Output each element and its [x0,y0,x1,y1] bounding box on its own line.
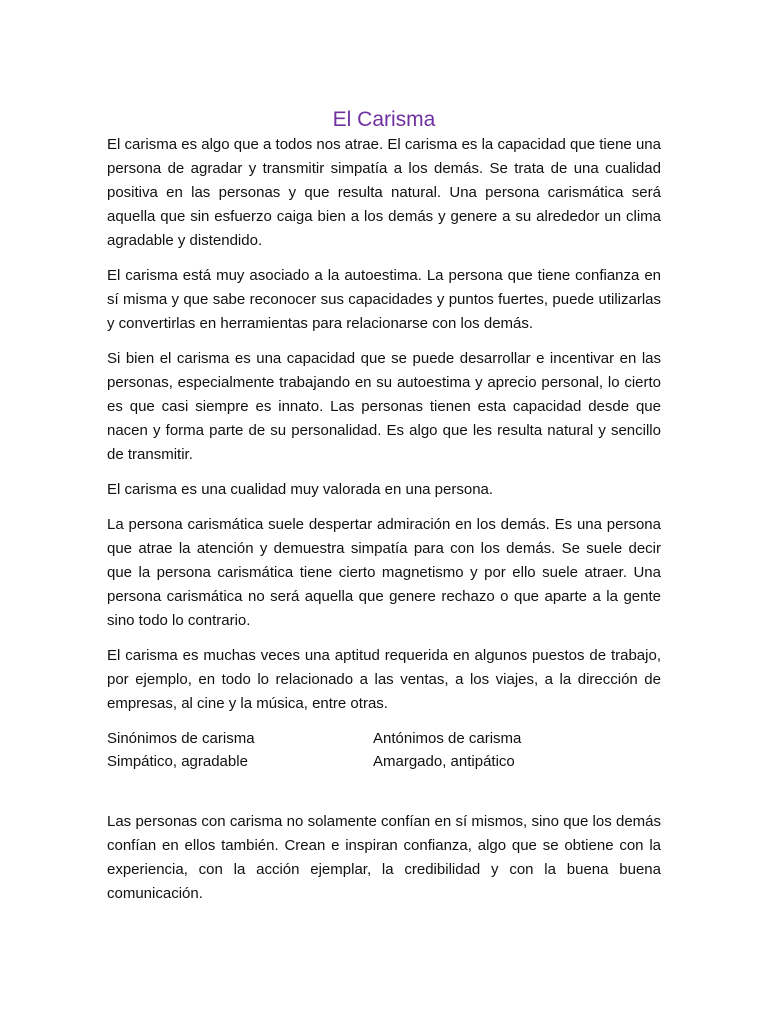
antonyms-header: Antónimos de carisma [373,730,522,747]
paragraph-autoestima: El carisma está muy asociado a la autoestima. La persona que tiene confianza en sí misma y que sabe reconocer sus capacidades y puntos fuertes, puede utilizarlas y convertirlas en herramientas para relacionarse con los demás. [107,267,661,332]
paragraph-admiracion: La persona carismática suele despertar admiración en los demás. Es una persona que atrae la atención y demuestra simpatía para con los demás. Se suele decir que la persona carismática tiene cierto magnetismo y por ello suele atraer. Una persona carismática no será aquella que genere rechazo o que aparte a la gente sino todo lo contrario. [107,516,661,629]
paragraph-confianza: Las personas con carisma no solamente confían en sí mismos, sino que los demás confían en ellos también. Crean e inspiran confianza, algo que se obtiene con la experiencia, con la acción ejemplar, la credibilidad y con la buena buena comunicación. [107,813,661,902]
synonyms-antonyms-table [107,727,661,773]
paragraph-aptitud: El carisma es muchas veces una aptitud requerida en algunos puestos de trabajo, por ejemplo, en todo lo relacionado a las ventas, a los viajes, a la dirección de empresas, al cine y la música, entre otras. [107,647,661,712]
document-title: El Carisma [332,108,436,132]
paragraph-innato: Si bien el carisma es una capacidad que se puede desarrollar e incentivar en las personas, especialmente trabajando en su autoestima y aprecio personal, lo cierto es que casi siempre es innato. Las personas tienen esta capacidad desde que nacen y forma parte de su personalidad. Es algo que les resulta natural y sencillo de transmitir. [107,350,661,463]
synonyms-value: Simpático, agradable [107,753,248,770]
table-row [107,750,661,773]
antonyms-value: Amargado, antipático [373,753,515,770]
document-body [107,133,661,917]
table-header-row [107,727,661,750]
synonyms-header: Sinónimos de carisma [107,730,255,747]
paragraph-valorada: El carisma es una cualidad muy valorada en una persona. [107,481,494,498]
paragraph-intro: El carisma es algo que a todos nos atrae. El carisma es la capacidad que tiene una persona de agradar y transmitir simpatía a los demás. Se trata de una cualidad positiva en las personas y que resulta natural. Una persona carismática será aquella que sin esfuerzo caiga bien a los demás y genere a su alrededor un clima agradable y distendido. [107,136,661,249]
